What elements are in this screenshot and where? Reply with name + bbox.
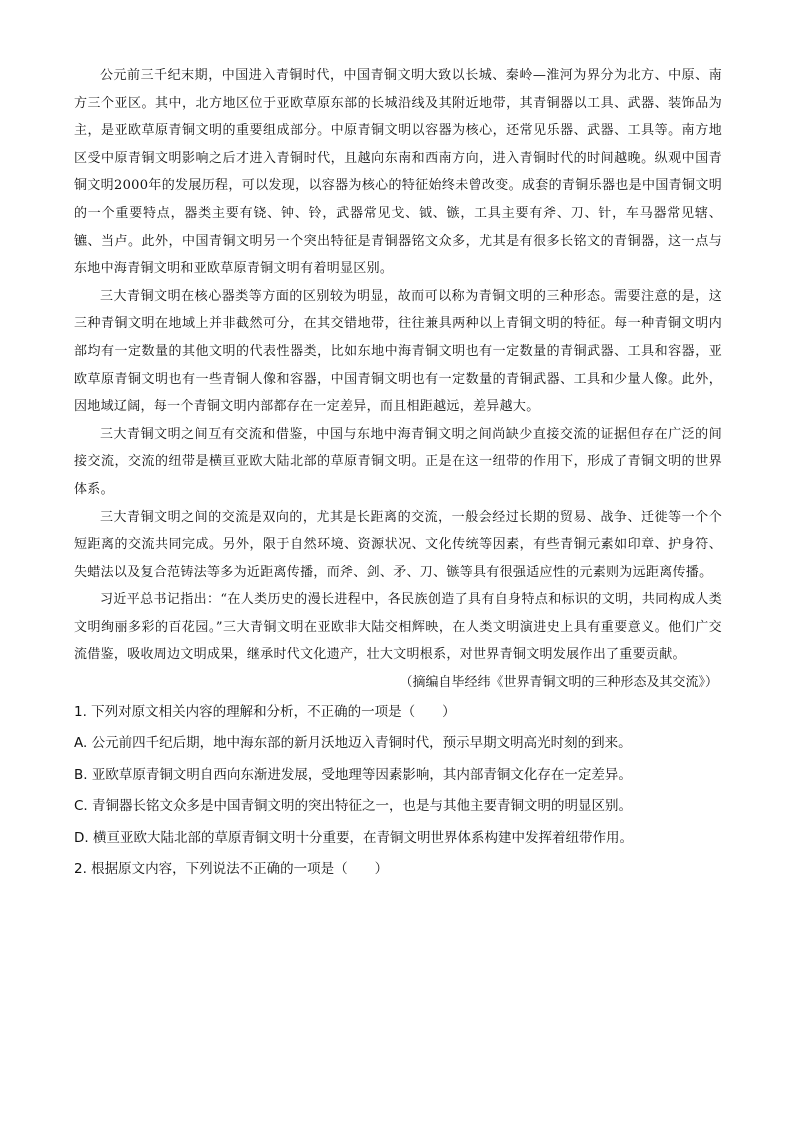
question-2-stem: 2. 根据原文内容，下列说法不正确的一项是（ ） [74, 861, 389, 878]
question-1-option-b: B. 亚欧草原青铜文明自西向东渐进发展，受地理等因素影响，其内部青铜文化存在一定差异。 [74, 766, 632, 783]
document-page [74, 62, 722, 886]
question-1-stem: 1. 下列对原文相关内容的理解和分析，不正确的一项是（ ） [74, 703, 456, 720]
article-paragraph-3: 三大青铜文明之间互有交流和借鉴，中国与东地中海青铜文明之间尚缺少直接交流的证据但存在广泛的间接交流，交流的纽带是横亘亚欧大陆北部的草原青铜文明。正是在这一纽带的作用下，形成了青铜文明的世界体系。 [74, 426, 722, 497]
article-paragraph-4: 三大青铜文明之间的交流是双向的，尤其是长距离的交流，一般会经过长期的贸易、战争、迁徙等一个个短距离的交流共同完成。另外，限于自然环境、资源状况、文化传统等因素，有些青铜元素如印章、护身符、失蜡法以及复合范铸法等多为近距离传播，而斧、剑、矛、刀、镞等具有很强适应性的元素则为远距离传播。 [74, 509, 722, 580]
question-1-option-a: A. 公元前四千纪后期，地中海东部的新月沃地迈入青铜时代，预示早期文明高光时刻的到来。 [74, 735, 632, 752]
article-paragraph-5: 习近平总书记指出：“在人类历史的漫长进程中，各民族创造了具有自身特点和标识的文明，共同构成人类文明绚丽多彩的百花园。”三大青铜文明在亚欧非大陆交相辉映，在人类文明演进史上具有重要意义。他们广交流借鉴，吸收周边文明成果，继承时代文化遗产，壮大文明根系，对世界青铜文明发展作出了重要贡献。 [74, 592, 722, 663]
article-paragraph-1: 公元前三千纪末期，中国进入青铜时代，中国青铜文明大致以长城、秦岭—淮河为界分为北方、中原、南方三个亚区。其中，北方地区位于亚欧草原东部的长城沿线及其附近地带，其青铜器以工具、武器、装饰品为主，是亚欧草原青铜文明的重要组成部分。中原青铜文明以容器为核心，还常见乐器、武器、工具等。南方地区受中原青铜文明影响之后才进入青铜时代，且越向东南和西南方向，进入青铜时代的时间越晚。纵观中国青铜文明2000年的发展历程，可以发现，以容器为核心的特征始终未曾改变。成套的青铜乐器也是中国青铜文明的一个重要特点，器类主要有铙、钟、铃，武器常见戈、钺、镞，工具主要有斧、刀、针，车马器常见辖、镳、当卢。此外，中国青铜文明另一个突出特征是青铜器铭文众多，尤其是有很多长铭文的青铜器，这一点与东地中海青铜文明和亚欧草原青铜文明有着明显区别。 [74, 68, 722, 277]
question-1-option-d: D. 横亘亚欧大陆北部的草原青铜文明十分重要，在青铜文明世界体系构建中发挥着纽带作用。 [74, 829, 633, 846]
article [74, 62, 722, 697]
article-paragraph-2: 三大青铜文明在核心器类等方面的区别较为明显，故而可以称为青铜文明的三种形态。需要注意的是，这三种青铜文明在地域上并非截然可分，在其交错地带，往往兼具两种以上青铜文明的特征。每一种青铜文明内部均有一定数量的其他文明的代表性器类，比如东地中海青铜文明也有一定数量的青铜武器、工具和容器，亚欧草原青铜文明也有一些青铜人像和容器，中国青铜文明也有一定数量的青铜武器、工具和少量人像。此外，因地域辽阔，每一个青铜文明内部都存在一定差异，而且相距越远，差异越大。 [74, 288, 722, 415]
question-1-option-c: C. 青铜器长铭文众多是中国青铜文明的突出特征之一，也是与其他主要青铜文明的明显区别。 [74, 798, 633, 815]
questions [74, 697, 722, 886]
article-source: （摘编自毕经纬《世界青铜文明的三种形态及其交流》） [399, 675, 718, 691]
